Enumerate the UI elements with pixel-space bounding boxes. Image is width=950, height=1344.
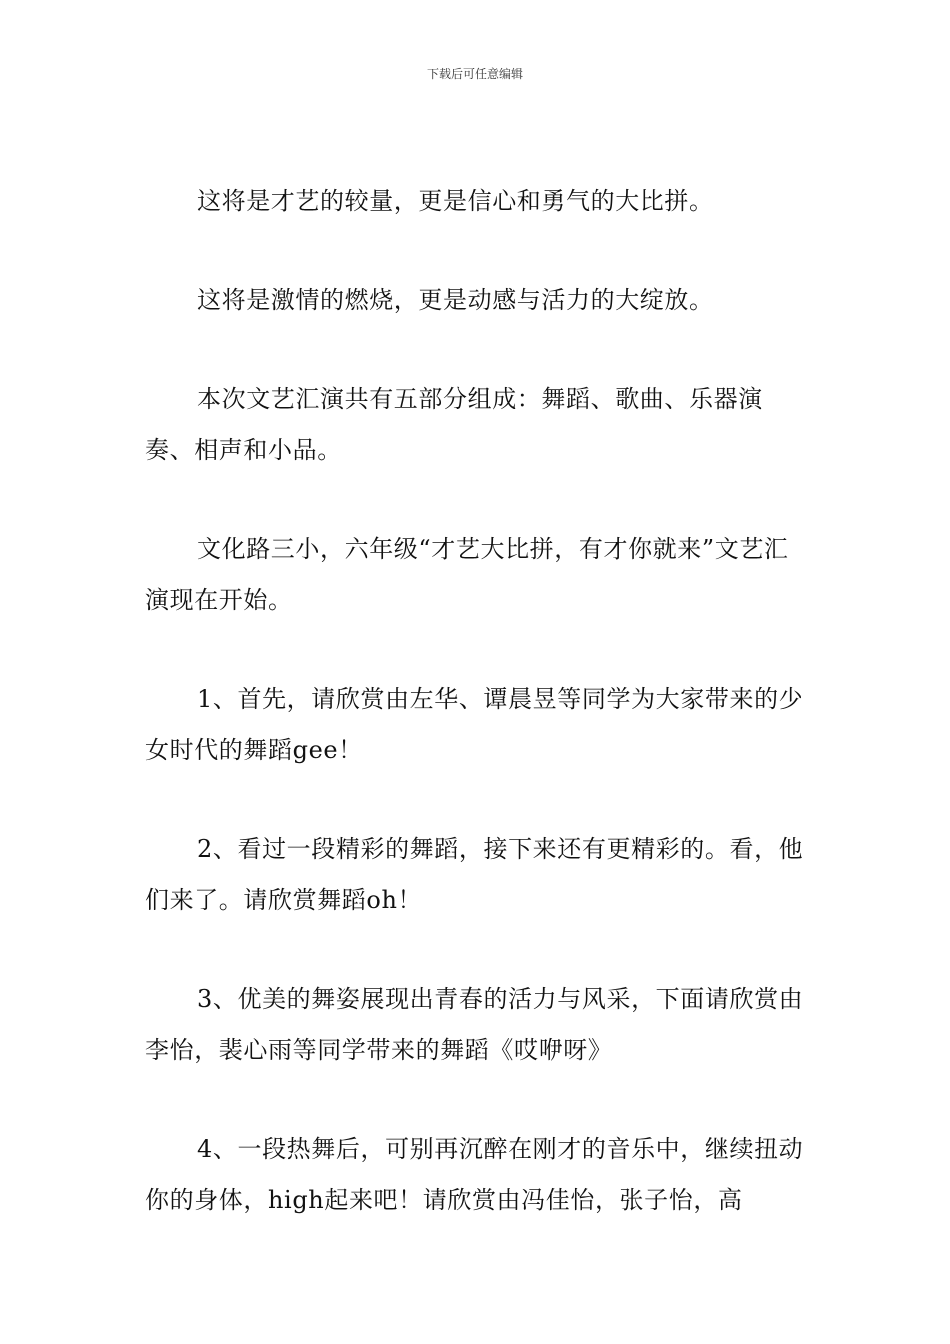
paragraph-7: 3、优美的舞姿展现出青春的活力与风采，下面请欣赏由李怡，裴心雨等同学带来的舞蹈《哎咿呀》 [145,985,804,1064]
paragraph-5: 1、首先，请欣赏由左华、谭晨昱等同学为大家带来的少女时代的舞蹈gee！ [145,685,804,764]
paragraph-1: 这将是才艺的较量，更是信心和勇气的大比拼。 [197,187,714,215]
paragraph-8: 4、一段热舞后，可别再沉醉在刚才的音乐中，继续扭动你的身体，high起来吧！请欣赏由冯佳怡，张子怡，高 [145,1135,804,1214]
paragraph-4: 文化路三小，六年级“才艺大比拼，有才你就来”文艺汇演现在开始。 [145,535,789,614]
paragraph-6: 2、看过一段精彩的舞蹈，接下来还有更精彩的。看，他们来了。请欣赏舞蹈oh！ [145,835,804,914]
paragraph-2: 这将是激情的燃烧，更是动感与活力的大绽放。 [197,286,714,314]
paragraph-3: 本次文艺汇演共有五部分组成：舞蹈、歌曲、乐器演奏、相声和小品。 [145,385,763,464]
header-note: 下载后可任意编辑 [426,67,523,81]
document-body [145,176,810,1274]
